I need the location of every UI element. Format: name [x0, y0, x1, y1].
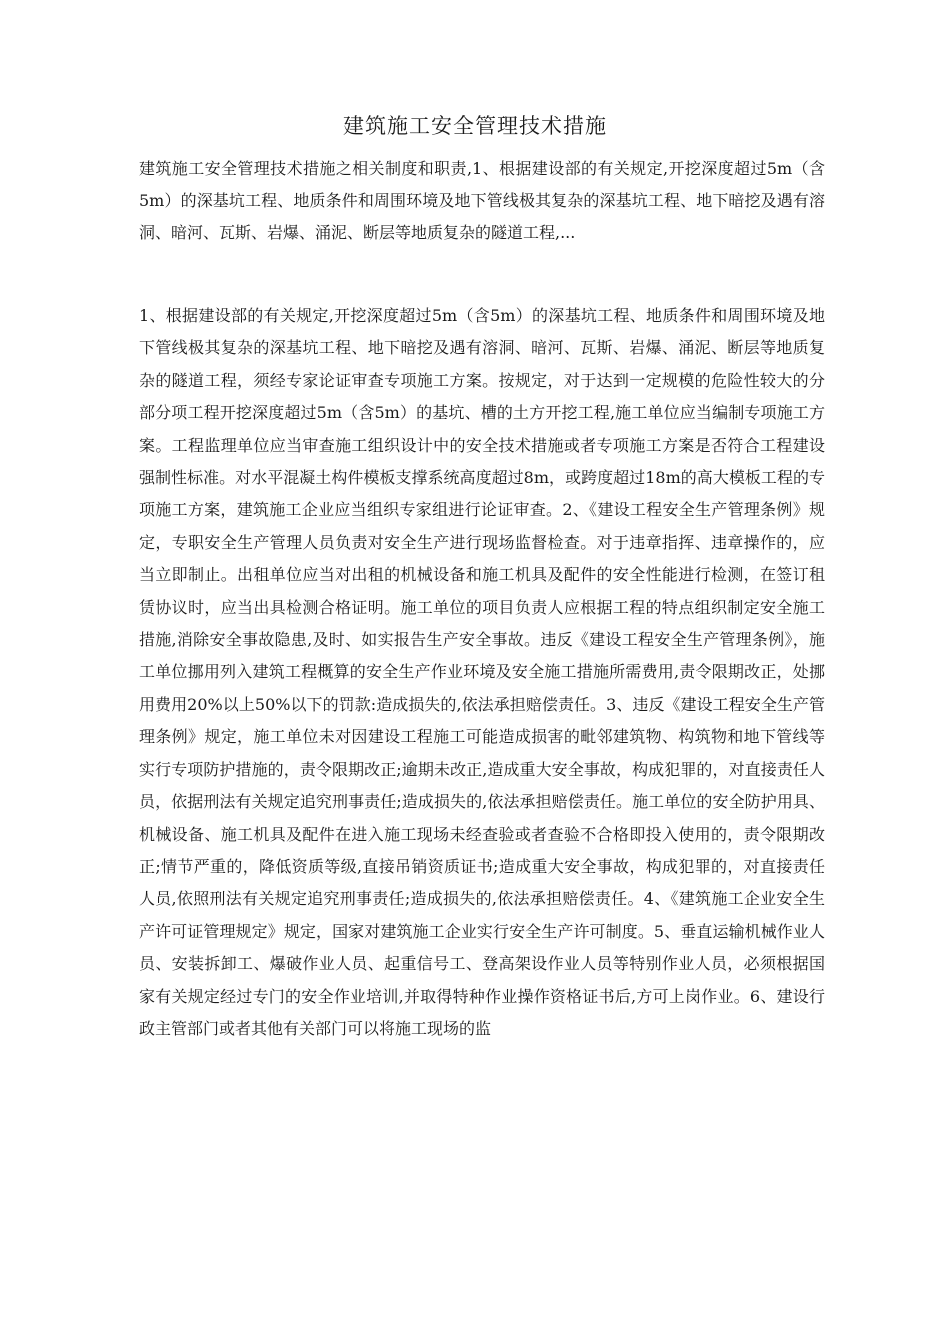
document-summary: 建筑施工安全管理技术措施之相关制度和职责,1、根据建设部的有关规定,开挖深度超过5m（含5m）的深基坑工程、地质条件和周围环境及地下管线极其复杂的深基坑工程、地下暗挖及遇有溶洞、暗河、瓦斯、岩爆、涌泥、断层等地质复杂的隧道工程,... [139, 159, 825, 242]
document-title: 建筑施工安全管理技术措施 [343, 114, 607, 138]
document-body: 1、根据建设部的有关规定,开挖深度超过5m（含5m）的深基坑工程、地质条件和周围环境及地下管线极其复杂的深基坑工程、地下暗挖及遇有溶洞、暗河、瓦斯、岩爆、涌泥、断层等地质复杂的隧道工程，须经专家论证审查专项施工方案。按规定，对于达到一定规模的危险性较大的分部分项工程开挖深度超过5m（含5m）的基坑、槽的土方开挖工程,施工单位应当编制专项施工方案。工程监理单位应当审查施工组织设计中的安全技术措施或者专项施工方案是否符合工程建设强制性标准。对水平混凝土构件模板支撑系统高度超过8m，或跨度超过18m的高大模板工程的专项施工方案，建筑施工企业应当组织专家组进行论证审查。2、《建设工程安全生产管理条例》规定，专职安全生产管理人员负责对安全生产进行现场监督检查。对于违章指挥、违章操作的，应当立即制止。出租单位应当对出租的机械设备和施工机具及配件的安全性能进行检测，在签订租赁协议时，应当出具检测合格证明。施工单位的项目负责人应根据工程的特点组织制定安全施工措施,消除安全事故隐患,及时、如实报告生产安全事故。违反《建设工程安全生产管理条例》，施工单位挪用列入建筑工程概算的安全生产作业环境及安全施工措施所需费用,责令限期改正，处挪用费用20%以上50%以下的罚款:造成损失的,依法承担赔偿责任。3、违反《建设工程安全生产管理条例》规定，施工单位未对因建设工程施工可能造成损害的毗邻建筑物、构筑物和地下管线等实行专项防护措施的，责令限期改正;逾期未改正,造成重大安全事故，构成犯罪的，对直接责任人员，依据刑法有关规定追究刑事责任;造成损失的,依法承担赔偿责任。施工单位的安全防护用具、机械设备、施工机具及配件在进入施工现场未经查验或者查验不合格即投入使用的，责令限期改正;情节严重的，降低资质等级,直接吊销资质证书;造成重大安全事故，构成犯罪的，对直接责任人员,依照刑法有关规定追究刑事责任;造成损失的,依法承担赔偿责任。4、《建筑施工企业安全生产许可证管理规定》规定，国家对建筑施工企业实行安全生产许可制度。5、垂直运输机械作业人员、安装拆卸工、爆破作业人员、起重信号工、登高架设作业人员等特别作业人员，必须根据国家有关规定经过专门的安全作业培训,并取得特种作业操作资格证书后,方可上岗作业。6、建设行政主管部门或者其他有关部门可以将施工现场的监 [139, 306, 825, 1038]
